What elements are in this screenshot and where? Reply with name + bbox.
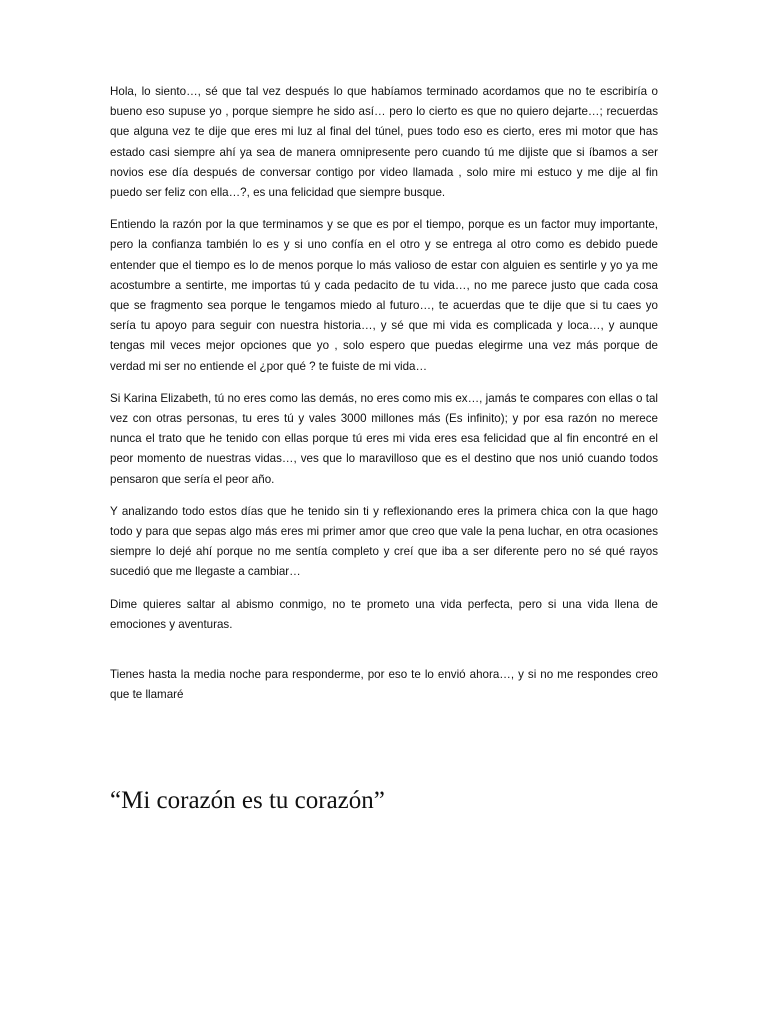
paragraph-3: Si Karina Elizabeth, tú no eres como las demás, no eres como mis ex…, jamás te compares con ellas o tal vez con otras personas, tu eres tú y vales 3000 millones más (Es infinito); y por esa razón no merece nunca el trato que he tenido con ellas porque tú eres mi vida eres esa felicidad que al fin encontré en el peor momento de nuestras vidas…, ves que lo maravilloso que es el destino que nos unió cuando todos pensaron que sería el peor año. [110, 391, 658, 486]
paragraph-2: Entiendo la razón por la que terminamos y se que es por el tiempo, porque es un factor muy importante, pero la confianza también lo es y si uno confía en el otro y se entrega al otro como es debido puede entender que el tiempo es lo de menos porque lo más valioso de estar con alguien es sentirle y yo ya me acostumbre a sentirte, me importas tú y cada pedacito de tu vida…, no me parece justo que cada cosa que se fragmento sea porque le tengamos miedo al futuro…, te acuerdas que te dije que si tu caes yo sería tu apoyo para seguir con nuestra historia…, y sé que mi vida es complicada y loca…, y aunque tengas mil veces mejor opciones que yo , solo espero que puedas elegirme una vez más porque de verdad mi ser no entiende el ¿por qué ? te fuiste de mi vida… [110, 218, 658, 373]
closing-quote: “Mi corazón es tu corazón” [110, 787, 385, 814]
paragraph-1: Hola, lo siento…, sé que tal vez después lo que habíamos terminado acordamos que no te escribiría o bueno eso supuse yo , porque siempre he sido así… pero lo cierto es que no quiero dejarte…; recuerdas que alguna vez te dije que eres mi luz al final del túnel, pues todo eso es cierto, eres mi motor que has estado casi siempre ahí ya sea de manera omnipresente pero cuando tú me dijiste que si íbamos a ser novios ese día después de conversar contigo por video llamada , solo mire mi estuco y me dije al fin puedo ser feliz con ella…?, es una felicidad que siempre busque. [110, 85, 658, 200]
paragraph-6: Tienes hasta la media noche para responderme, por eso te lo envió ahora…, y si no me respondes creo que te llamaré [110, 668, 658, 702]
letter-body [110, 82, 658, 717]
paragraph-5: Dime quieres saltar al abismo conmigo, no te prometo una vida perfecta, pero si una vida llena de emociones y aventuras. [110, 597, 658, 631]
paragraph-4: Y analizando todo estos días que he tenido sin ti y reflexionando eres la primera chica con la que hago todo y para que sepas algo más eres mi primer amor que creo que vale la pena luchar, en otra ocasiones siempre lo dejé ahí porque no me sentía completo y creí que iba a ser diferente pero no sé qué rayos sucedió que me llegaste a cambiar… [110, 504, 658, 579]
